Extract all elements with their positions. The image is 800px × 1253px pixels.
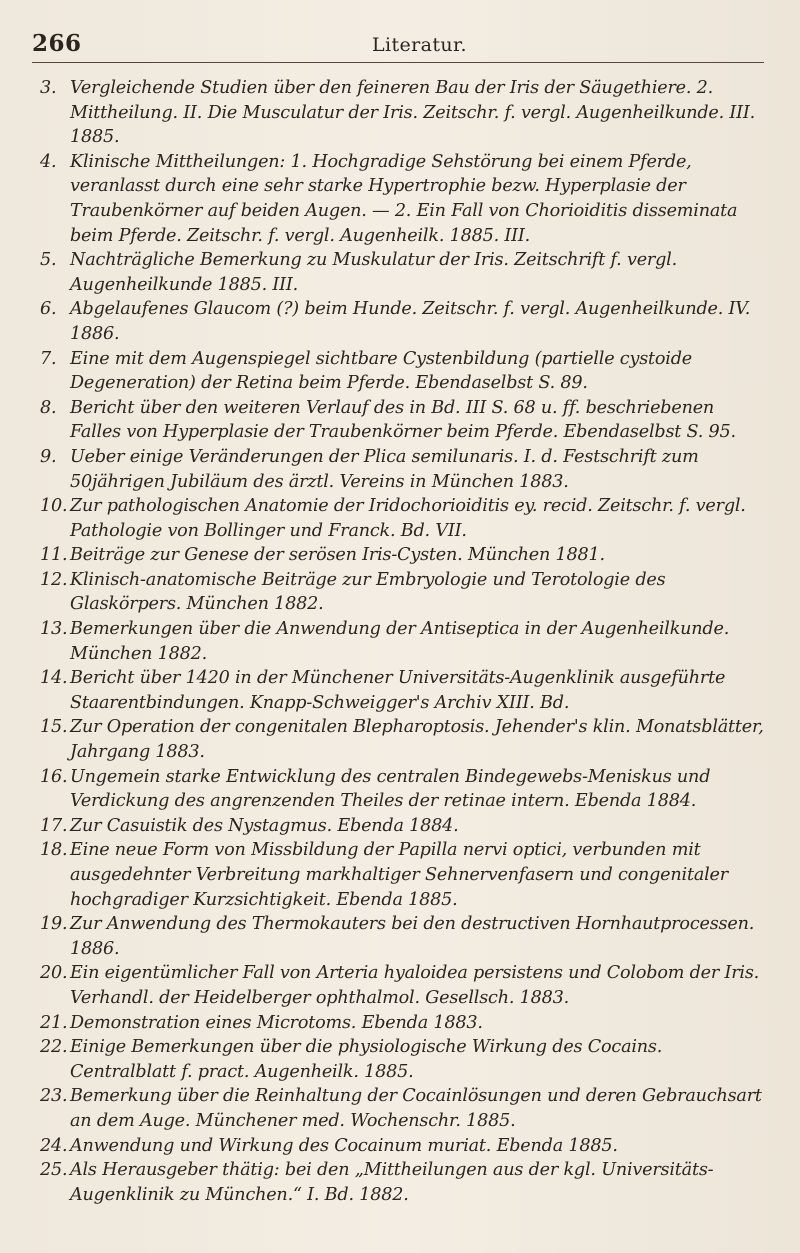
- entry-number: 25.: [40, 1160, 68, 1181]
- entry-number: 18.: [40, 840, 68, 861]
- entry-text: Zur Casuistik des Nystagmus. Ebenda 1884.: [70, 815, 459, 836]
- entry-number: 22.: [40, 1037, 68, 1058]
- bibliography-entry: [40, 76, 764, 150]
- entry-text: Beiträge zur Genese der serösen Iris-Cysten. München 1881.: [70, 545, 605, 566]
- entry-number: 20.: [40, 963, 68, 984]
- entry-text: Zur Operation der congenitalen Blepharoptosis. Jehender's klin. Monatsblätter, Jahrgang 1883.: [70, 717, 764, 763]
- entry-text: Nachträgliche Bemerkung zu Muskulatur der Iris. Zeitschrift f. vergl. Augenheilkunde 1885. III.: [70, 250, 677, 295]
- bibliography-entry: [40, 568, 764, 617]
- entry-text: Als Herausgeber thätig: bei den „Mittheilungen aus der kgl. Universitäts-Augenklinik zu München.“ I. Bd. 1882.: [70, 1160, 714, 1205]
- entry-number: 12.: [40, 569, 68, 590]
- entry-number: 3.: [40, 78, 57, 98]
- entry-number: 11.: [40, 545, 68, 566]
- entry-text: Bemerkung über die Reinhaltung der Cocainlösungen und deren Gebrauchsart an dem Auge. Münchener med. Wochenschr. 1885.: [70, 1086, 762, 1131]
- entry-text: Klinische Mittheilungen: 1. Hochgradige Sehstörung bei einem Pferde, veranlasst durch eine sehr starke Hypertrophie bezw. Hyperplasie der Traubenkörner auf beiden Augen. — 2. Ein Fall von Chorioiditis disseminata beim Pferde. Zeitschr. f. vergl. Augenheilk. 1885. III.: [70, 151, 738, 246]
- entry-number: 21.: [40, 1012, 68, 1033]
- entry-text: Ungemein starke Entwicklung des centralen Bindegewebs-Meniskus und Verdickung des angrenzenden Theiles der retinae intern. Ebenda 1884.: [70, 766, 711, 812]
- bibliography-entry: [40, 297, 764, 346]
- bibliography-list: [40, 76, 764, 1217]
- bibliography-entry: [40, 715, 764, 764]
- entry-number: 23.: [40, 1086, 68, 1107]
- bibliography-entry: [40, 494, 764, 543]
- entry-text: Demonstration eines Microtoms. Ebenda 1883.: [70, 1012, 483, 1033]
- entry-number: 9.: [40, 446, 57, 467]
- bibliography-entry: [40, 1084, 764, 1133]
- bibliography-entry: [40, 248, 764, 297]
- bibliography-entry: [40, 1158, 764, 1207]
- bibliography-entry: [40, 666, 764, 715]
- entry-number: 19.: [40, 914, 68, 935]
- bibliography-entry: [40, 1134, 764, 1159]
- entry-text: Zur Anwendung des Thermokauters bei den destructiven Hornhautprocessen. 1886.: [70, 914, 755, 959]
- entry-number: 24.: [40, 1135, 68, 1156]
- entry-number: 14.: [40, 668, 68, 689]
- entry-number: 6.: [40, 299, 57, 320]
- entry-number: 7.: [40, 348, 57, 369]
- entry-text: Bericht über den weiteren Verlauf des in Bd. III S. 68 u. ff. beschriebenen Falles von Hyperplasie der Traubenkörner beim Pferde. Ebendaselbst S. 95.: [70, 397, 736, 443]
- entry-number: 13.: [40, 619, 68, 640]
- bibliography-entry: [40, 617, 764, 666]
- bibliography-entry: [40, 150, 764, 248]
- entry-text: Abgelaufenes Glaucom (?) beim Hunde. Zeitschr. f. vergl. Augenheilkunde. IV. 1886.: [70, 299, 751, 344]
- entry-text: Bemerkungen über die Anwendung der Antiseptica in der Augenheilkunde. München 1882.: [70, 619, 730, 664]
- bibliography-entry: [40, 765, 764, 814]
- entry-text: Ein eigentümlicher Fall von Arteria hyaloidea persistens und Colobom der Iris. Verhandl. der Heidelberger ophthalmol. Gesellsch. 1883.: [70, 963, 760, 1008]
- entry-number: 8.: [40, 397, 57, 418]
- bibliography-entry: [40, 961, 764, 1010]
- bibliography-entry: [40, 814, 764, 839]
- entry-number: 16.: [40, 766, 68, 787]
- page-header: [32, 30, 760, 64]
- bibliography-entry: [40, 912, 764, 961]
- entry-text: Einige Bemerkungen über die physiologische Wirkung des Cocains. Centralblatt f. pract. Augenheilk. 1885.: [70, 1037, 663, 1082]
- entry-text: Zur pathologischen Anatomie der Iridochorioiditis ey. recid. Zeitschr. f. vergl. Pathologie von Bollinger und Franck. Bd. VII.: [70, 496, 746, 541]
- running-title: Literatur.: [372, 34, 467, 56]
- bibliography-entry: [40, 347, 764, 396]
- entry-text: Eine neue Form von Missbildung der Papilla nervi optici, verbunden mit ausgedehnter Verbreitung markhaltiger Sehnervenfasern und congenitaler hochgradiger Kurzsichtigkeit. Ebenda 1885.: [70, 840, 728, 910]
- bibliography-entry: [40, 1035, 764, 1084]
- entry-number: 10.: [40, 496, 68, 517]
- entry-text: Eine mit dem Augenspiegel sichtbare Cystenbildung (partielle cystoide Degeneration) der Retina beim Pferde. Ebendaselbst S. 89.: [70, 348, 692, 394]
- entry-text: Anwendung und Wirkung des Cocainum muriat. Ebenda 1885.: [70, 1135, 618, 1156]
- entry-text: Klinisch-anatomische Beiträge zur Embryologie und Terotologie des Glaskörpers. München 1882.: [70, 569, 666, 615]
- entry-text: Bericht über 1420 in der Münchener Universitäts-Augenklinik ausgeführte Staarentbindungen. Knapp-Schweigger's Archiv XIII. Bd.: [70, 668, 726, 713]
- bibliography-entry: [40, 838, 764, 912]
- entry-text: Ueber einige Veränderungen der Plica semilunaris. I. d. Festschrift zum 50jährigen Jubiläum des ärztl. Vereins in München 1883.: [70, 446, 699, 492]
- header-rule: [32, 62, 764, 63]
- bibliography-entry: [40, 1011, 764, 1036]
- bibliography-entry: [40, 396, 764, 445]
- entry-number: 4.: [40, 151, 57, 172]
- bibliography-entry: [40, 543, 764, 568]
- entry-number: 5.: [40, 250, 57, 271]
- entry-number: 17.: [40, 815, 68, 836]
- page-number: 266: [32, 30, 82, 57]
- bibliography-entry: [40, 445, 764, 494]
- entry-text: Vergleichende Studien über den feineren Bau der Iris der Säugethiere. 2. Mittheilung. II. Die Musculatur der Iris. Zeitschr. f. vergl. Augenheilkunde. III. 1885.: [70, 78, 756, 148]
- entry-number: 15.: [40, 717, 68, 738]
